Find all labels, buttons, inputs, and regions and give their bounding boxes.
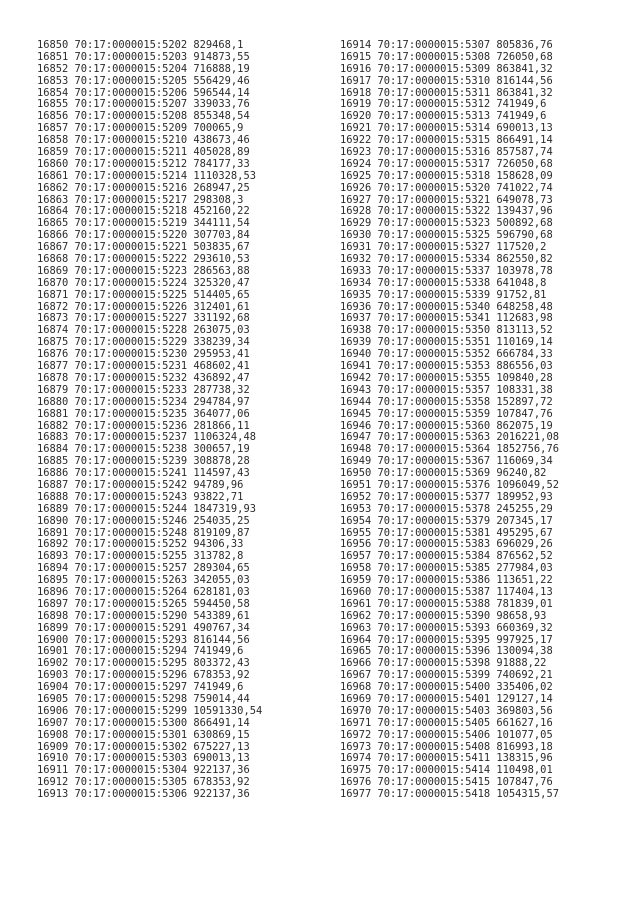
- table-row: 16929 70:17:0000015:5323 500892,68: [340, 217, 553, 230]
- table-row: 16961 70:17:0000015:5388 781839,01: [340, 597, 553, 610]
- table-row: 16881 70:17:0000015:5235 364077,06: [37, 407, 250, 420]
- table-row: 16906 70:17:0000015:5299 10591330,54: [37, 704, 263, 717]
- table-row: 16958 70:17:0000015:5385 277984,03: [340, 562, 553, 575]
- table-row: 16866 70:17:0000015:5220 307703,84: [37, 229, 250, 242]
- table-row: 16976 70:17:0000015:5415 107847,76: [340, 776, 553, 789]
- table-row: 16861 70:17:0000015:5214 1110328,53: [37, 169, 256, 182]
- table-row: 16903 70:17:0000015:5296 678353,92: [37, 669, 250, 682]
- left-column: [37, 40, 262, 801]
- table-row: 16949 70:17:0000015:5367 116069,34: [340, 455, 553, 468]
- table-row: 16939 70:17:0000015:5351 110169,14: [340, 336, 553, 349]
- table-row: 16922 70:17:0000015:5315 866491,14: [340, 134, 553, 147]
- table-row: 16938 70:17:0000015:5350 813113,52: [340, 324, 553, 337]
- table-row: 16870 70:17:0000015:5224 325320,47: [37, 276, 250, 289]
- table-row: 16911 70:17:0000015:5304 922137,36: [37, 764, 250, 777]
- table-row: 16974 70:17:0000015:5411 138315,96: [340, 752, 553, 765]
- table-row: 16891 70:17:0000015:5248 819109,87: [37, 526, 250, 539]
- table-row: 16900 70:17:0000015:5293 816144,56: [37, 633, 250, 646]
- table-row: 16909 70:17:0000015:5302 675227,13: [37, 740, 250, 753]
- table-row: 16944 70:17:0000015:5358 152897,72: [340, 395, 553, 408]
- table-row: 16934 70:17:0000015:5338 641048,8: [340, 276, 547, 289]
- table-row: 16888 70:17:0000015:5243 93822,71: [37, 490, 244, 503]
- table-row: 16878 70:17:0000015:5232 436892,47: [37, 371, 250, 384]
- table-row: 16867 70:17:0000015:5221 503835,67: [37, 241, 250, 254]
- table-row: 16856 70:17:0000015:5208 855348,54: [37, 110, 250, 123]
- table-row: 16851 70:17:0000015:5203 914873,55: [37, 50, 250, 63]
- table-row: 16967 70:17:0000015:5399 740692,21: [340, 669, 553, 682]
- table-row: 16930 70:17:0000015:5325 596790,68: [340, 229, 553, 242]
- table-row: 16876 70:17:0000015:5230 295953,41: [37, 348, 250, 361]
- table-row: 16928 70:17:0000015:5322 139437,96: [340, 205, 553, 218]
- right-column: [340, 40, 559, 801]
- table-row: 16897 70:17:0000015:5265 594450,58: [37, 597, 250, 610]
- table-row: 16883 70:17:0000015:5237 1106324,48: [37, 431, 256, 444]
- table-row: 16977 70:17:0000015:5418 1054315,57: [340, 788, 559, 801]
- table-row: 16970 70:17:0000015:5403 369803,56: [340, 704, 553, 717]
- table-row: 16910 70:17:0000015:5303 690013,13: [37, 752, 250, 765]
- table-row: 16889 70:17:0000015:5244 1847319,93: [37, 502, 256, 515]
- table-row: 16873 70:17:0000015:5227 331192,68: [37, 312, 250, 325]
- table-row: 16935 70:17:0000015:5339 91752,81: [340, 288, 547, 301]
- table-row: 16917 70:17:0000015:5310 816144,56: [340, 74, 553, 87]
- table-row: 16912 70:17:0000015:5305 678353,92: [37, 776, 250, 789]
- table-row: 16954 70:17:0000015:5379 207345,17: [340, 514, 553, 527]
- table-row: 16933 70:17:0000015:5337 103978,78: [340, 264, 553, 277]
- table-row: 16936 70:17:0000015:5340 648258,48: [340, 300, 553, 313]
- table-row: 16868 70:17:0000015:5222 293610,53: [37, 253, 250, 266]
- table-row: 16964 70:17:0000015:5395 997925,17: [340, 633, 553, 646]
- table-row: 16890 70:17:0000015:5246 254035,25: [37, 514, 250, 527]
- table-row: 16896 70:17:0000015:5264 628181,03: [37, 585, 250, 598]
- table-row: 16920 70:17:0000015:5313 741949,6: [340, 110, 547, 123]
- table-row: 16931 70:17:0000015:5327 117520,2: [340, 241, 547, 254]
- table-row: 16854 70:17:0000015:5206 596544,14: [37, 86, 250, 99]
- table-row: 16860 70:17:0000015:5212 784177,33: [37, 157, 250, 170]
- table-row: 16902 70:17:0000015:5295 803372,43: [37, 657, 250, 670]
- table-row: 16871 70:17:0000015:5225 514405,65: [37, 288, 250, 301]
- table-row: 16862 70:17:0000015:5216 268947,25: [37, 181, 250, 194]
- table-row: 16937 70:17:0000015:5341 112683,98: [340, 312, 553, 325]
- table-row: 16857 70:17:0000015:5209 700065,9: [37, 122, 244, 135]
- table-row: 16885 70:17:0000015:5239 308878,28: [37, 455, 250, 468]
- table-row: 16895 70:17:0000015:5263 342055,03: [37, 574, 250, 587]
- table-row: 16945 70:17:0000015:5359 107847,76: [340, 407, 553, 420]
- table-row: 16886 70:17:0000015:5241 114597,43: [37, 467, 250, 480]
- table-row: 16865 70:17:0000015:5219 344111,54: [37, 217, 250, 230]
- table-row: 16963 70:17:0000015:5393 660369,32: [340, 621, 553, 634]
- table-row: 16950 70:17:0000015:5369 96240,82: [340, 467, 547, 480]
- table-row: 16924 70:17:0000015:5317 726050,68: [340, 157, 553, 170]
- table-row: 16879 70:17:0000015:5233 287738,32: [37, 383, 250, 396]
- table-row: 16859 70:17:0000015:5211 405028,89: [37, 146, 250, 159]
- table-row: 16893 70:17:0000015:5255 313782,8: [37, 550, 244, 563]
- table-row: 16952 70:17:0000015:5377 189952,93: [340, 490, 553, 503]
- table-row: 16904 70:17:0000015:5297 741949,6: [37, 681, 244, 694]
- table-row: 16943 70:17:0000015:5357 108331,38: [340, 383, 553, 396]
- table-row: 16926 70:17:0000015:5320 741022,74: [340, 181, 553, 194]
- table-row: 16874 70:17:0000015:5228 263075,03: [37, 324, 250, 337]
- table-row: 16959 70:17:0000015:5386 113651,22: [340, 574, 553, 587]
- table-row: 16850 70:17:0000015:5202 829468,1: [37, 39, 244, 51]
- table-row: 16914 70:17:0000015:5307 805836,76: [340, 39, 553, 51]
- table-row: 16946 70:17:0000015:5360 862075,19: [340, 419, 553, 432]
- table-row: 16932 70:17:0000015:5334 862550,82: [340, 253, 553, 266]
- table-row: 16855 70:17:0000015:5207 339033,76: [37, 98, 250, 111]
- table-row: 16968 70:17:0000015:5400 335406,02: [340, 681, 553, 694]
- table-row: 16940 70:17:0000015:5352 666784,33: [340, 348, 553, 361]
- table-row: 16863 70:17:0000015:5217 298308,3: [37, 193, 244, 206]
- table-row: 16923 70:17:0000015:5316 857587,74: [340, 146, 553, 159]
- table-row: 16908 70:17:0000015:5301 630869,15: [37, 728, 250, 741]
- table-row: 16901 70:17:0000015:5294 741949,6: [37, 645, 244, 658]
- table-row: 16869 70:17:0000015:5223 286563,88: [37, 264, 250, 277]
- table-row: 16969 70:17:0000015:5401 129127,14: [340, 692, 553, 705]
- table-row: 16957 70:17:0000015:5384 876562,52: [340, 550, 553, 563]
- table-row: 16972 70:17:0000015:5406 101077,05: [340, 728, 553, 741]
- table-row: 16965 70:17:0000015:5396 130094,38: [340, 645, 553, 658]
- table-row: 16947 70:17:0000015:5363 2016221,08: [340, 431, 559, 444]
- table-row: 16962 70:17:0000015:5390 98658,93: [340, 609, 547, 622]
- table-row: 16882 70:17:0000015:5236 281866,11: [37, 419, 250, 432]
- table-row: 16864 70:17:0000015:5218 452160,22: [37, 205, 250, 218]
- table-row: 16892 70:17:0000015:5252 94306,33: [37, 538, 244, 551]
- table-row: 16925 70:17:0000015:5318 158628,09: [340, 169, 553, 182]
- table-row: 16907 70:17:0000015:5300 866491,14: [37, 716, 250, 729]
- table-row: 16877 70:17:0000015:5231 468602,41: [37, 360, 250, 373]
- table-row: 16880 70:17:0000015:5234 294784,97: [37, 395, 250, 408]
- table-row: 16872 70:17:0000015:5226 312401,61: [37, 300, 250, 313]
- table-row: 16875 70:17:0000015:5229 338239,34: [37, 336, 250, 349]
- table-row: 16942 70:17:0000015:5355 109840,28: [340, 371, 553, 384]
- table-row: 16919 70:17:0000015:5312 741949,6: [340, 98, 547, 111]
- table-row: 16916 70:17:0000015:5309 863841,32: [340, 62, 553, 75]
- table-row: 16852 70:17:0000015:5204 716888,19: [37, 62, 250, 75]
- table-row: 16955 70:17:0000015:5381 495295,67: [340, 526, 553, 539]
- table-row: 16898 70:17:0000015:5290 543389,61: [37, 609, 250, 622]
- table-row: 16951 70:17:0000015:5376 1096049,52: [340, 478, 559, 491]
- table-row: 16948 70:17:0000015:5364 1852756,76: [340, 443, 559, 456]
- table-row: 16915 70:17:0000015:5308 726050,68: [340, 50, 553, 63]
- table-row: 16921 70:17:0000015:5314 690013,13: [340, 122, 553, 135]
- table-row: 16953 70:17:0000015:5378 245255,29: [340, 502, 553, 515]
- table-row: 16956 70:17:0000015:5383 696029,26: [340, 538, 553, 551]
- table-row: 16884 70:17:0000015:5238 300657,19: [37, 443, 250, 456]
- table-row: 16899 70:17:0000015:5291 490767,34: [37, 621, 250, 634]
- table-row: 16913 70:17:0000015:5306 922137,36: [37, 788, 250, 801]
- table-row: 16960 70:17:0000015:5387 117404,13: [340, 585, 553, 598]
- table-row: 16973 70:17:0000015:5408 816993,18: [340, 740, 553, 753]
- table-row: 16941 70:17:0000015:5353 886556,03: [340, 360, 553, 373]
- table-row: 16905 70:17:0000015:5298 759014,44: [37, 692, 250, 705]
- table-row: 16918 70:17:0000015:5311 863841,32: [340, 86, 553, 99]
- table-row: 16927 70:17:0000015:5321 649078,73: [340, 193, 553, 206]
- table-row: 16975 70:17:0000015:5414 110498,01: [340, 764, 553, 777]
- table-row: 16894 70:17:0000015:5257 289304,65: [37, 562, 250, 575]
- table-row: 16971 70:17:0000015:5405 661627,16: [340, 716, 553, 729]
- table-row: 16887 70:17:0000015:5242 94789,96: [37, 478, 244, 491]
- table-row: 16858 70:17:0000015:5210 438673,46: [37, 134, 250, 147]
- table-row: 16853 70:17:0000015:5205 556429,46: [37, 74, 250, 87]
- table-row: 16966 70:17:0000015:5398 91888,22: [340, 657, 547, 670]
